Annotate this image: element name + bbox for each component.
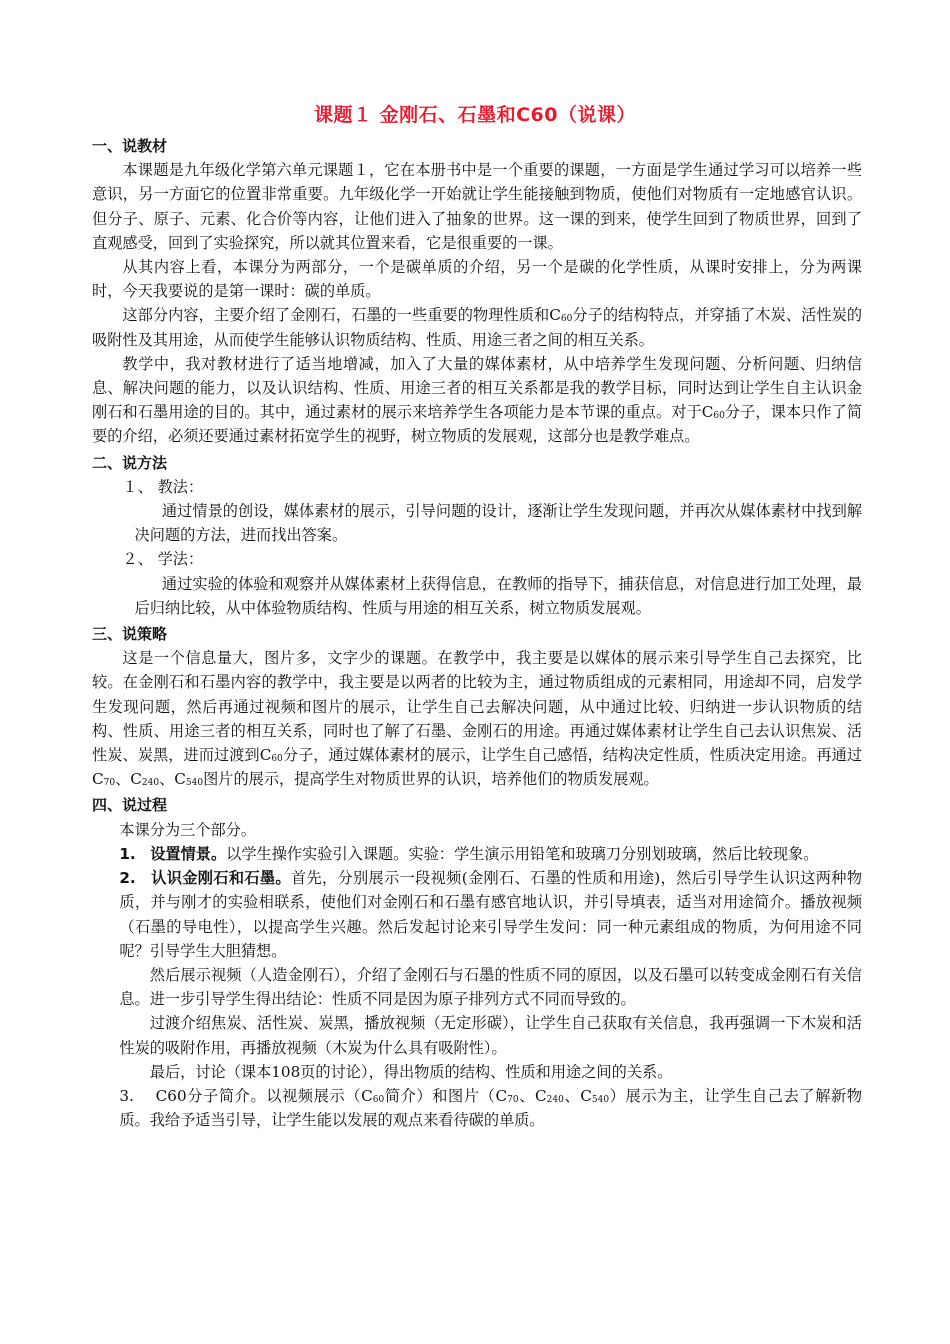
method-label-teaching: １、 教法： — [122, 477, 204, 496]
section-heading-strategy: 三、说策略 — [92, 625, 168, 644]
page-title: 课题１ 金刚石、石墨和C60（说课） — [314, 104, 636, 126]
method-label-learning: ２、 学法： — [122, 550, 204, 569]
section-heading-method: 二、说方法 — [92, 453, 168, 472]
paragraph: 通过情景的创设，媒体素材的展示，引导问题的设计，逐渐让学生发现问题，并再次从媒体素材中找到解决问题的方法，进而找出答案。 — [134, 502, 862, 545]
list-item: 2. 认识金刚石和石墨。首先，分别展示一段视频(金刚石、石墨的性质和用途)，然后引导学生认识这两种物质，并与刚才的实验相联系，使他们对金刚石和石墨有感官地认识，并引导填表，适当对用途简介。播放视频（石墨的导电性），以提高学生兴趣。然后发起讨论来引导学生发问：同一种元素组成的物质，为何用途不同呢？引导学生大胆猜想。 — [119, 869, 863, 960]
paragraph: 从其内容上看，本课分为两部分，一个是碳单质的介绍，另一个是碳的化学性质，从课时安排上，分为两课时，今天我要说的是第一课时：碳的单质。 — [92, 258, 862, 301]
paragraph: 然后展示视频（人造金刚石），介绍了金刚石与石墨的性质不同的原因，以及石墨可以转变成金刚石有关信息。进一步引导学生得出结论：性质不同是因为原子排列方式不同而导致的。 — [119, 965, 862, 1009]
document-body — [92, 132, 862, 1132]
list-item: 1. 设置情景。以学生操作实验引入课题。实验：学生演示用铅笔和玻璃刀分别划玻璃，然后比较现象。 — [119, 844, 819, 863]
section-heading-textbook: 一、说教材 — [92, 137, 168, 155]
paragraph: 最后，讨论（课本108页的讨论），得出物质的结构、性质和用途之间的关系。 — [149, 1062, 673, 1081]
paragraph: 这部分内容，主要介绍了金刚石，石墨的一些重要的物理性质和$C_{60}$分子的结构特点，并穿插了木炭、活性炭的吸附性及其用途，从而使学生能够认识物质结构、性质、用途三者之间的相互关系。 — [92, 306, 863, 349]
paragraph: 教学中，我对教材进行了适当地增减，加入了大量的媒体素材，从中培养学生发现问题、分析问题、归纳信息、解决问题的能力，以及认识结构、性质、用途三者的相互关系都是我的教学目标，同时达到让学生自主认识金刚石和石墨用途的目的。其中，通过素材的展示来培养学生各项能力是本节课的重点。对于$C_{60}$分子，课本只作了简要的介绍，必须还要通过素材拓宽学生的视野，树立物质的发展观，这部分也是教学难点。 — [92, 354, 863, 446]
paragraph: 本课题是九年级化学第六单元课题１，它在本册书中是一个重要的课题，一方面是学生通过学习可以培养一些意识，另一方面它的位置非常重要。九年级化学一开始就让学生能接触到物质，使他们对物质有一定地感官认识。但分子、原子、元素、化合价等内容，让他们进入了抽象的世界。这一课的到来，使学生回到了物质世界，回到了直观感受，回到了实验探究，所以就其位置来看，它是很重要的一课。 — [92, 161, 862, 252]
paragraph: 本课分为三个部分。 — [119, 820, 257, 839]
paragraph: 通过实验的体验和观察并从媒体素材上获得信息，在教师的指导下，捕获信息，对信息进行加工处理，最后归纳比较，从中体验物质结构、性质与用途的相互关系，树立物质发展观。 — [134, 574, 862, 617]
paragraph: 这是一个信息量大，图片多，文字少的课题。在教学中，我主要是以媒体的展示来引导学生自己去探究，比较。在金刚石和石墨内容的教学中，我主要是以两者的比较为主，通过物质组成的元素相同，用途却不同，启发学生发现问题，然后再通过视频和图片的展示，让学生自己去解决问题，从中通过比较、归纳进一步认识物质的结构、性质、用途三者的相互关系，同时也了解了石墨、金刚石的用途。再通过媒体素材让学生自己去认识焦炭、活性炭、炭黑，进而过渡到$C_{60}$分子，通过媒体素材的展示，让学生自己感悟，结构决定性质，性质决定用途。再通过$C_{70}$、$C_{240}$、$C_{540}$图片的展示，提高学生对物质世界的认识，培养他们的物质发展观。 — [92, 649, 863, 789]
list-item: 3. C60分子简介。以视频展示（$C_{60}$简介）和图片（$C_{70}$、$C_{240}$、$C_{540}$）展示为主，让学生自己去了解新物质。我给予适当引导，让学生能以发展的观点来看待碳的单质。 — [119, 1086, 863, 1130]
section-heading-process: 四、说过程 — [92, 796, 168, 815]
paragraph: 过渡介绍焦炭、活性炭、炭黑，播放视频（无定形碳），让学生自己获取有关信息，我再强调一下木炭和活性炭的吸附作用，再播放视频（木炭为什么具有吸附性）。 — [119, 1014, 862, 1057]
